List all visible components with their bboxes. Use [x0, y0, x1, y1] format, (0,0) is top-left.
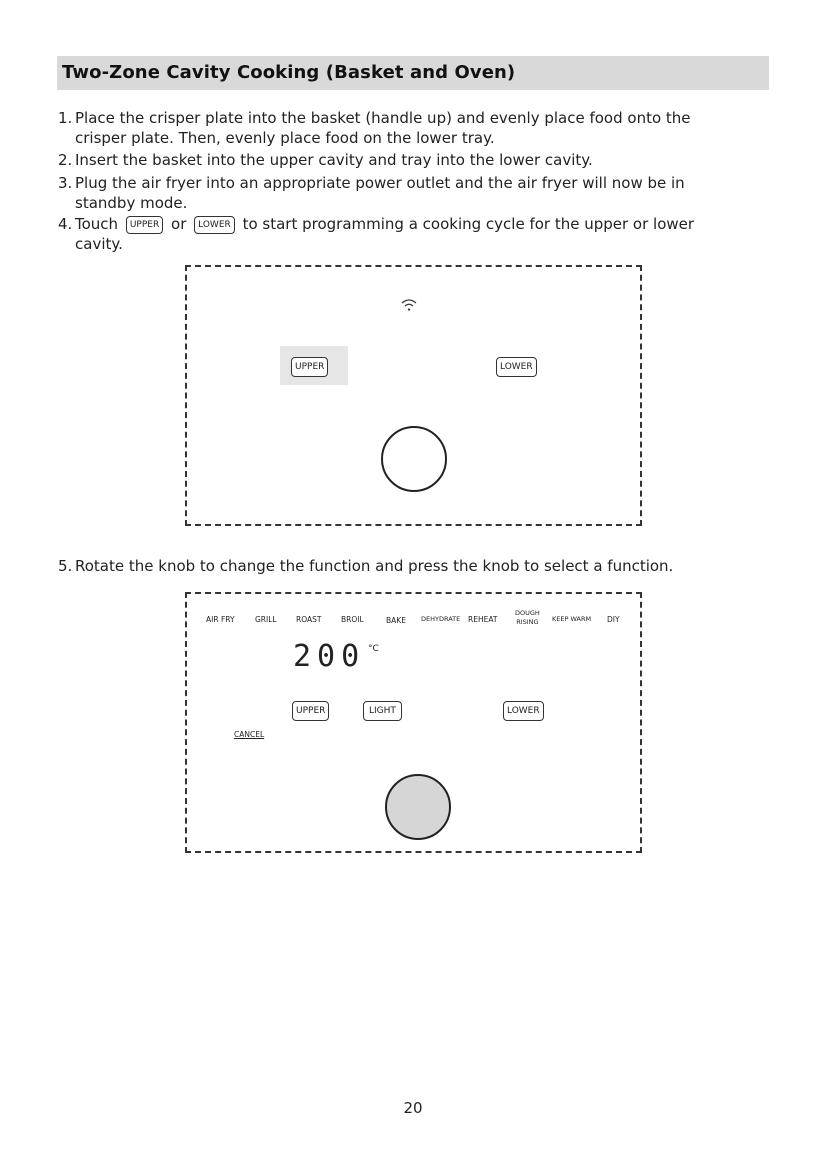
temperature-display: 200 — [293, 639, 366, 674]
step-text-line: Place the crisper plate into the basket (handle up) and evenly place food onto the — [75, 109, 691, 127]
wifi-icon — [400, 297, 418, 316]
step-text-fragment: or — [171, 215, 187, 233]
control-panel-function — [185, 592, 642, 853]
step-number: 5. — [58, 557, 73, 575]
step-text-line — [75, 214, 694, 234]
step-number: 4. — [58, 215, 73, 233]
step-number: 1. — [58, 109, 73, 127]
lower-button-illustration: LOWER — [194, 216, 235, 234]
function-label-line: DOUGH — [515, 609, 540, 617]
page-number: 20 — [403, 1099, 423, 1117]
function-roast[interactable]: ROAST — [296, 615, 322, 624]
function-dough-rising[interactable] — [515, 609, 540, 627]
lower-button[interactable]: LOWER — [503, 701, 544, 721]
function-dehydrate[interactable]: DEHYDRATE — [421, 615, 461, 623]
control-panel-standby — [185, 265, 642, 526]
function-reheat[interactable]: REHEAT — [468, 615, 498, 624]
function-diy[interactable]: DIY — [607, 615, 620, 624]
step-text-line: standby mode. — [75, 194, 188, 212]
upper-button[interactable]: UPPER — [291, 357, 328, 377]
section-title: Two-Zone Cavity Cooking (Basket and Oven) — [62, 62, 516, 83]
upper-button-illustration: UPPER — [126, 216, 163, 234]
light-button[interactable]: LIGHT — [363, 701, 402, 721]
step-text-fragment: to start programming a cooking cycle for the upper or lower — [242, 215, 695, 233]
step-text-line: cavity. — [75, 235, 123, 253]
step-number: 2. — [58, 151, 73, 169]
upper-button[interactable]: UPPER — [292, 701, 329, 721]
step-text-line: Plug the air fryer into an appropriate power outlet and the air fryer will now be in — [75, 174, 685, 192]
control-knob[interactable] — [381, 426, 447, 492]
section-header — [57, 56, 769, 90]
step-text-line: Insert the basket into the upper cavity and tray into the lower cavity. — [75, 151, 593, 169]
lower-button[interactable]: LOWER — [496, 357, 537, 377]
step-text-fragment: Touch — [75, 215, 119, 233]
step-number: 3. — [58, 174, 73, 192]
temperature-unit: °C — [368, 644, 379, 654]
step-text-line: crisper plate. Then, evenly place food on the lower tray. — [75, 129, 495, 147]
function-broil[interactable]: BROIL — [341, 615, 364, 624]
function-label-line: RISING — [516, 618, 539, 626]
function-air-fry[interactable]: AIR FRY — [206, 615, 235, 624]
function-grill[interactable]: GRILL — [255, 615, 277, 624]
cancel-button[interactable]: CANCEL — [234, 730, 265, 739]
function-keep-warm[interactable]: KEEP WARM — [552, 615, 592, 623]
control-knob-pressed[interactable] — [385, 774, 451, 840]
step-text-line: Rotate the knob to change the function and press the knob to select a function. — [75, 557, 674, 575]
function-bake[interactable]: BAKE — [386, 616, 406, 625]
